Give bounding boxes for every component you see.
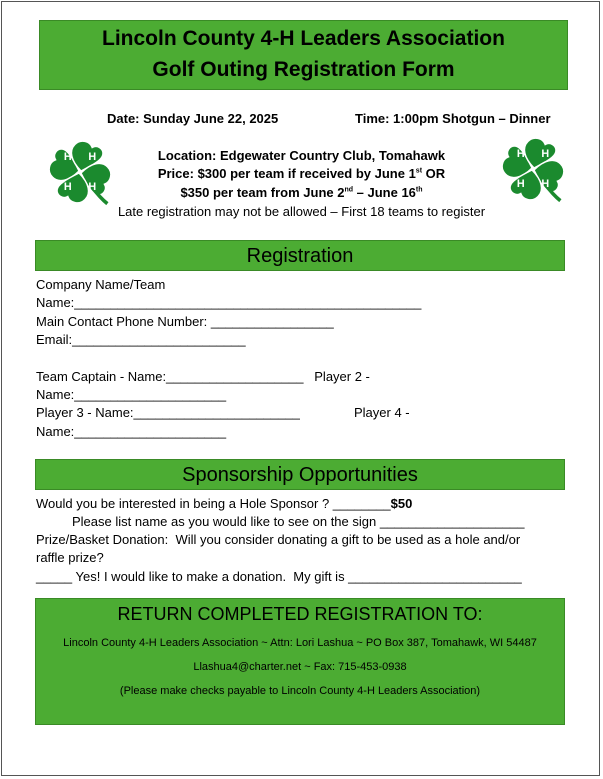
prize-donation-question-cont: raffle prize? [36, 550, 104, 565]
prize-donation-question: Prize/Basket Donation: Will you consider donating a gift to be used as a hole and/or [36, 532, 521, 547]
late-registration-note: Late registration may not be allowed – First 18 teams to register [117, 204, 486, 219]
title-line-2: Golf Outing Registration Form [152, 58, 455, 81]
sign-name-field[interactable]: Please list name as you would like to see on the sign ____________________ [72, 514, 525, 529]
phone-field[interactable]: Main Contact Phone Number: _________________ [36, 314, 334, 329]
checks-payable-note: (Please make checks payable to Lincoln County 4-H Leaders Association) [119, 685, 481, 697]
player-4-label: Player 4 - [354, 405, 410, 420]
registration-heading: Registration [35, 240, 565, 271]
player-4-name-field[interactable]: Name:_____________________ [36, 424, 227, 439]
sponsorship-heading: Sponsorship Opportunities [35, 459, 565, 490]
title-banner [39, 20, 568, 90]
price-early: Price: $300 per team if received by June 1st OR [157, 166, 446, 181]
title-line-1: Lincoln County 4-H Leaders Association [102, 27, 505, 50]
return-contact: Llashua4@charter.net ~ Fax: 715-453-0938 [193, 661, 407, 673]
hole-sponsor-question[interactable]: Would you be interested in being a Hole Sponsor ? ________$50 [36, 496, 413, 511]
donation-field[interactable]: _____ Yes! I would like to make a donation. My gift is ________________________ [36, 569, 522, 584]
return-address: Lincoln County 4-H Leaders Association ~ Attn: Lori Lashua ~ PO Box 387, Tomahawk, WI 54487 [63, 637, 537, 649]
svg-text:H: H [63, 181, 72, 193]
hole-sponsor-price: $50 [390, 496, 413, 511]
svg-text:H: H [88, 150, 97, 163]
event-date: Date: Sunday June 22, 2025 [107, 111, 279, 126]
event-time: Time: 1:00pm Shotgun – Dinner [355, 111, 551, 126]
svg-text:H: H [516, 147, 525, 160]
email-field[interactable]: Email:________________________ [36, 332, 246, 347]
player-2-name-field[interactable]: Name:_____________________ [36, 387, 227, 402]
svg-text:H: H [63, 150, 72, 163]
return-info-box [35, 598, 565, 725]
svg-text:H: H [88, 181, 97, 193]
player-3-field[interactable]: Player 3 - Name:_______________________ [36, 405, 300, 420]
svg-text:H: H [516, 178, 525, 190]
company-name-field[interactable]: Name:________________________________________________ [36, 295, 422, 310]
event-location: Location: Edgewater Country Club, Tomahawk [157, 148, 446, 163]
svg-text:H: H [541, 147, 550, 160]
team-captain-field[interactable]: Team Captain - Name:___________________ Player 2 - [36, 369, 370, 384]
return-heading: RETURN COMPLETED REGISTRATION TO: [117, 604, 483, 624]
price-late: $350 per team from June 2nd – June 16th [180, 185, 423, 200]
company-label: Company Name/Team [36, 277, 166, 292]
svg-text:H: H [541, 178, 550, 190]
